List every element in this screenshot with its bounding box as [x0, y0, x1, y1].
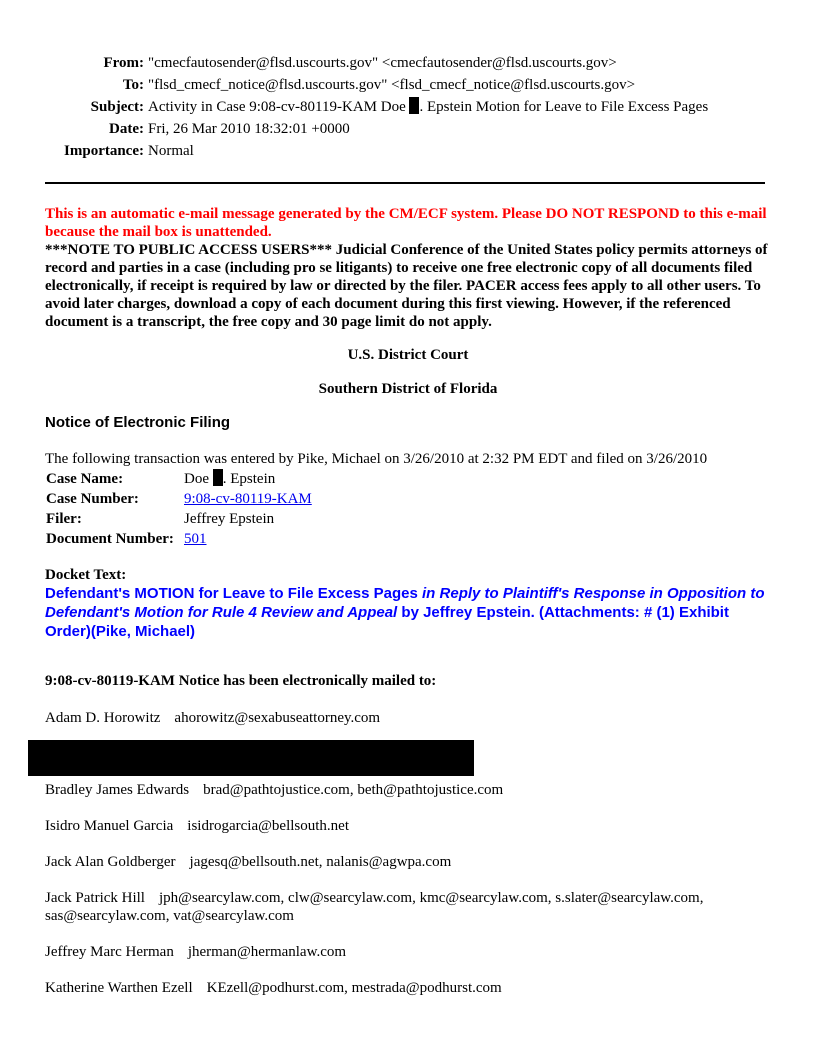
recipient-name: Jack Patrick Hill: [45, 890, 145, 906]
redaction-mark: [409, 97, 419, 114]
transaction-text: The following transaction was entered by Pike, Michael on 3/26/2010 at 2:32 PM EDT and filed on 3/26/2010: [45, 451, 708, 467]
email-header: [0, 52, 816, 162]
subject-row: [0, 96, 816, 118]
doc-number-row: [44, 529, 314, 549]
recipient-name: Katherine Warthen Ezell: [45, 980, 193, 996]
date-row: [0, 118, 816, 140]
subject-label: Subject:: [90, 99, 144, 115]
recipient-name: Isidro Manuel Garcia: [45, 818, 174, 834]
recipient-item: [45, 709, 775, 727]
case-number-row: [44, 489, 314, 509]
recipient-emails: jherman@hermanlaw.com: [187, 944, 347, 960]
filer-label: Filer:: [46, 511, 82, 527]
filer-row: [44, 509, 314, 529]
to-value: "flsd_cmecf_notice@flsd.uscourts.gov" <flsd_cmecf_notice@flsd.uscourts.gov>: [148, 77, 636, 93]
redaction-block: [28, 740, 474, 776]
date-value: Fri, 26 Mar 2010 18:32:01 +0000: [148, 121, 350, 137]
header-divider: [45, 182, 765, 184]
recipient-item: [45, 943, 775, 961]
case-name-row: [44, 469, 314, 489]
public-access-note: ***NOTE TO PUBLIC ACCESS USERS*** Judicial Conference of the United States policy permits attorneys of record and parties in a case (including pro se litigants) to receive one free electronic copy of all documents filed electronically, if receipt is required by law or directed by the filer. PACER access fees apply to all other users. To avoid later charges, download a copy of each document during this first viewing. However, if the referenced document is a transcript, the free copy and 30 page limit do not apply.: [45, 242, 768, 330]
district-name: Southern District of Florida: [318, 381, 498, 397]
recipient-emails: ahorowitz@sexabuseattorney.com: [174, 710, 381, 726]
case-name-value: [182, 469, 314, 489]
auto-email-warning: This is an automatic e-mail message generated by the CM/ECF system. Please DO NOT RESPOND to this e-mail because the mail box is unattended.: [45, 206, 767, 240]
docket-part1: Defendant's MOTION for Leave to File Excess Pages: [45, 585, 423, 602]
recipient-item: [45, 781, 775, 799]
subject-value-a: Activity in Case 9:08-cv-80119-KAM Doe: [148, 99, 406, 115]
case-number-label: Case Number:: [46, 491, 139, 507]
docket-text-label: Docket Text:: [45, 567, 127, 583]
docket-text: [45, 584, 765, 641]
doc-number-label: Document Number:: [46, 531, 174, 547]
recipient-emails: KEzell@podhurst.com, mestrada@podhurst.com: [206, 980, 502, 996]
docket-part2: in Reply to Plaintiff's Response in Opposition to Defendant's Motion for Rule 4 Review and Appeal: [45, 585, 765, 621]
recipient-item: [45, 979, 775, 997]
filer-value: Jeffrey Epstein: [184, 511, 275, 527]
to-label: To:: [122, 77, 144, 93]
from-label: From:: [103, 55, 144, 71]
recipient-emails: jagesq@bellsouth.net, nalanis@agwpa.com: [189, 854, 452, 870]
date-label: Date:: [109, 121, 144, 137]
recipient-emails: isidrogarcia@bellsouth.net: [187, 818, 349, 834]
case-number-link[interactable]: 9:08-cv-80119-KAM: [184, 491, 312, 507]
from-row: [0, 52, 816, 74]
doc-number-link[interactable]: 501: [184, 531, 207, 547]
nef-title: Notice of Electronic Filing: [45, 414, 231, 431]
recipient-name: Adam D. Horowitz: [45, 710, 161, 726]
docket-part3: by Jeffrey Epstein. (Attachments: # (1) Exhibit Order)(Pike, Michael): [45, 604, 729, 640]
recipient-item: [45, 853, 775, 871]
recipient-name: Jeffrey Marc Herman: [45, 944, 174, 960]
subject-value-b: . Epstein Motion for Leave to File Excess Pages: [419, 99, 709, 115]
recipient-item: [45, 817, 775, 835]
recipient-item: [45, 889, 775, 925]
importance-value: Normal: [148, 143, 194, 159]
importance-row: [0, 140, 816, 162]
redaction-mark: [213, 469, 223, 486]
from-value: "cmecfautosender@flsd.uscourts.gov" <cmecfautosender@flsd.uscourts.gov>: [148, 55, 617, 71]
court-name: U.S. District Court: [347, 347, 469, 363]
case-info-table: [44, 469, 314, 549]
recipient-name: Bradley James Edwards: [45, 782, 190, 798]
case-name-label: Case Name:: [46, 471, 124, 487]
to-row: [0, 74, 816, 96]
recipient-emails: brad@pathtojustice.com, beth@pathtojustice.com: [203, 782, 504, 798]
recipient-emails: jph@searcylaw.com, clw@searcylaw.com, kmc@searcylaw.com, s.slater@searcylaw.com, sas@searcylaw.com, vat@searcylaw.com: [45, 890, 704, 924]
case-name-a: Doe: [184, 471, 209, 487]
recipient-name: Jack Alan Goldberger: [45, 854, 176, 870]
mailed-heading: 9:08-cv-80119-KAM Notice has been electronically mailed to:: [45, 673, 437, 689]
case-name-b: . Epstein: [222, 471, 276, 487]
importance-label: Importance:: [64, 143, 144, 159]
